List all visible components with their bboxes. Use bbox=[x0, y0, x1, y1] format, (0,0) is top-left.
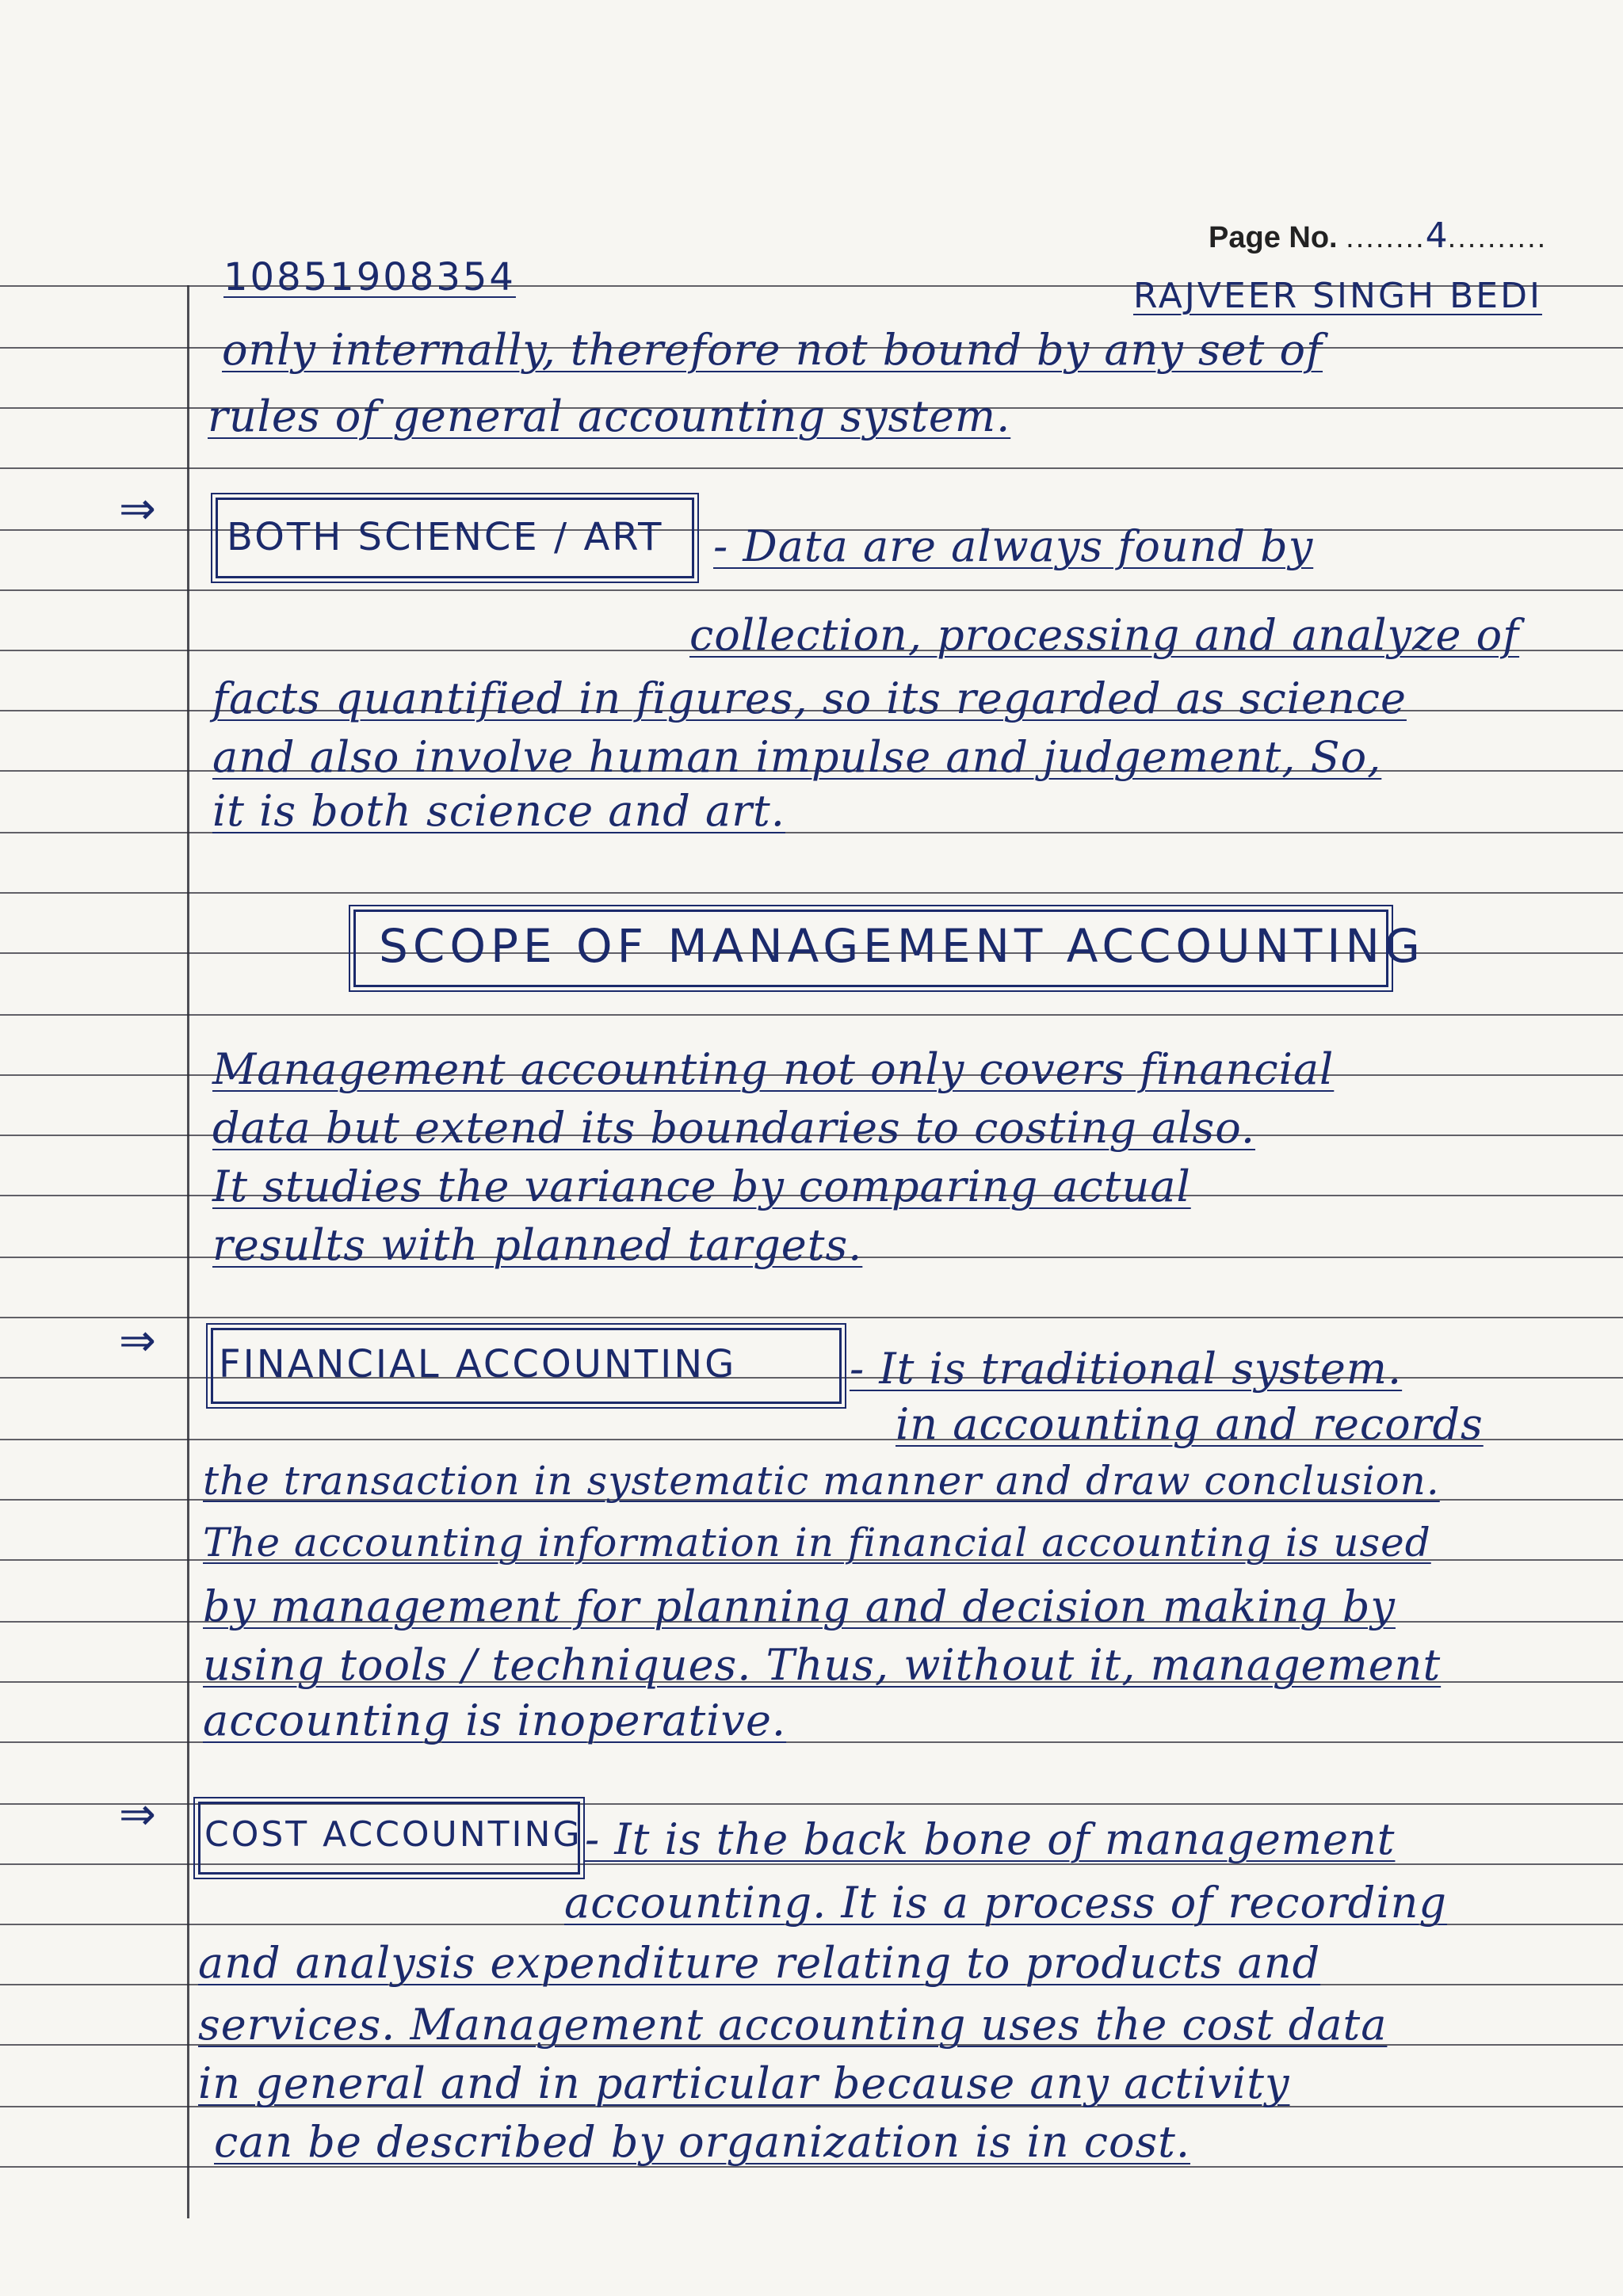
scope-line: results with planned targets. bbox=[212, 1220, 863, 1270]
financial-line: the transaction in systematic manner and draw conclusion. bbox=[203, 1458, 1440, 1504]
financial-line: in accounting and records bbox=[896, 1399, 1484, 1449]
both-line: - Data are always found by bbox=[713, 521, 1314, 571]
both-title: BOTH SCIENCE / ART bbox=[227, 515, 664, 559]
both-line: collection, processing and analyze of bbox=[689, 610, 1520, 660]
intro-line: only internally, therefore not bound by any set of bbox=[222, 325, 1323, 375]
bullet-arrow-icon: ⇒ bbox=[119, 1315, 156, 1367]
both-line: and also involve human impulse and judgement, So, bbox=[212, 732, 1382, 782]
financial-line: by management for planning and decision making by bbox=[203, 1581, 1396, 1631]
cost-line: and analysis expenditure relating to products and bbox=[198, 1938, 1321, 1988]
both-line: it is both science and art. bbox=[212, 786, 785, 836]
cost-line: accounting. It is a process of recording bbox=[564, 1878, 1447, 1928]
both-line: facts quantified in figures, so its regarded as science bbox=[212, 673, 1407, 723]
cost-title: COST ACCOUNTING bbox=[204, 1814, 582, 1855]
scope-line: It studies the variance by comparing actual bbox=[212, 1161, 1191, 1211]
scope-line: data but extend its boundaries to costing also. bbox=[212, 1103, 1255, 1153]
cost-line: services. Management accounting uses the cost data bbox=[198, 2000, 1388, 2050]
financial-line: The accounting information in financial accounting is used bbox=[203, 1520, 1431, 1566]
intro-line: rules of general accounting system. bbox=[208, 391, 1011, 441]
roll-number: 10851908354 bbox=[223, 255, 516, 299]
page-number: Page No. ........4.......... bbox=[1209, 215, 1548, 256]
cost-line: - It is the back bone of management bbox=[585, 1814, 1396, 1864]
financial-title: FINANCIAL ACCOUNTING bbox=[219, 1342, 737, 1386]
bullet-arrow-icon: ⇒ bbox=[119, 483, 156, 535]
margin-line bbox=[187, 285, 189, 2218]
financial-line: using tools / techniques. Thus, without it, management bbox=[203, 1640, 1442, 1690]
financial-line: - It is traditional system. bbox=[850, 1344, 1403, 1394]
page-number-value: 4 bbox=[1425, 215, 1448, 256]
page-number-label: Page No. bbox=[1209, 221, 1338, 254]
scope-line: Management accounting not only covers financial bbox=[212, 1044, 1335, 1094]
cost-line: can be described by organization is in cost. bbox=[214, 2117, 1191, 2167]
scope-heading: SCOPE OF MANAGEMENT ACCOUNTING bbox=[379, 919, 1425, 973]
financial-line: accounting is inoperative. bbox=[203, 1695, 787, 1745]
student-name: RAJVEER SINGH BEDI bbox=[1133, 276, 1542, 316]
cost-line: in general and in particular because any activity bbox=[198, 2058, 1290, 2108]
bullet-arrow-icon: ⇒ bbox=[119, 1789, 156, 1840]
